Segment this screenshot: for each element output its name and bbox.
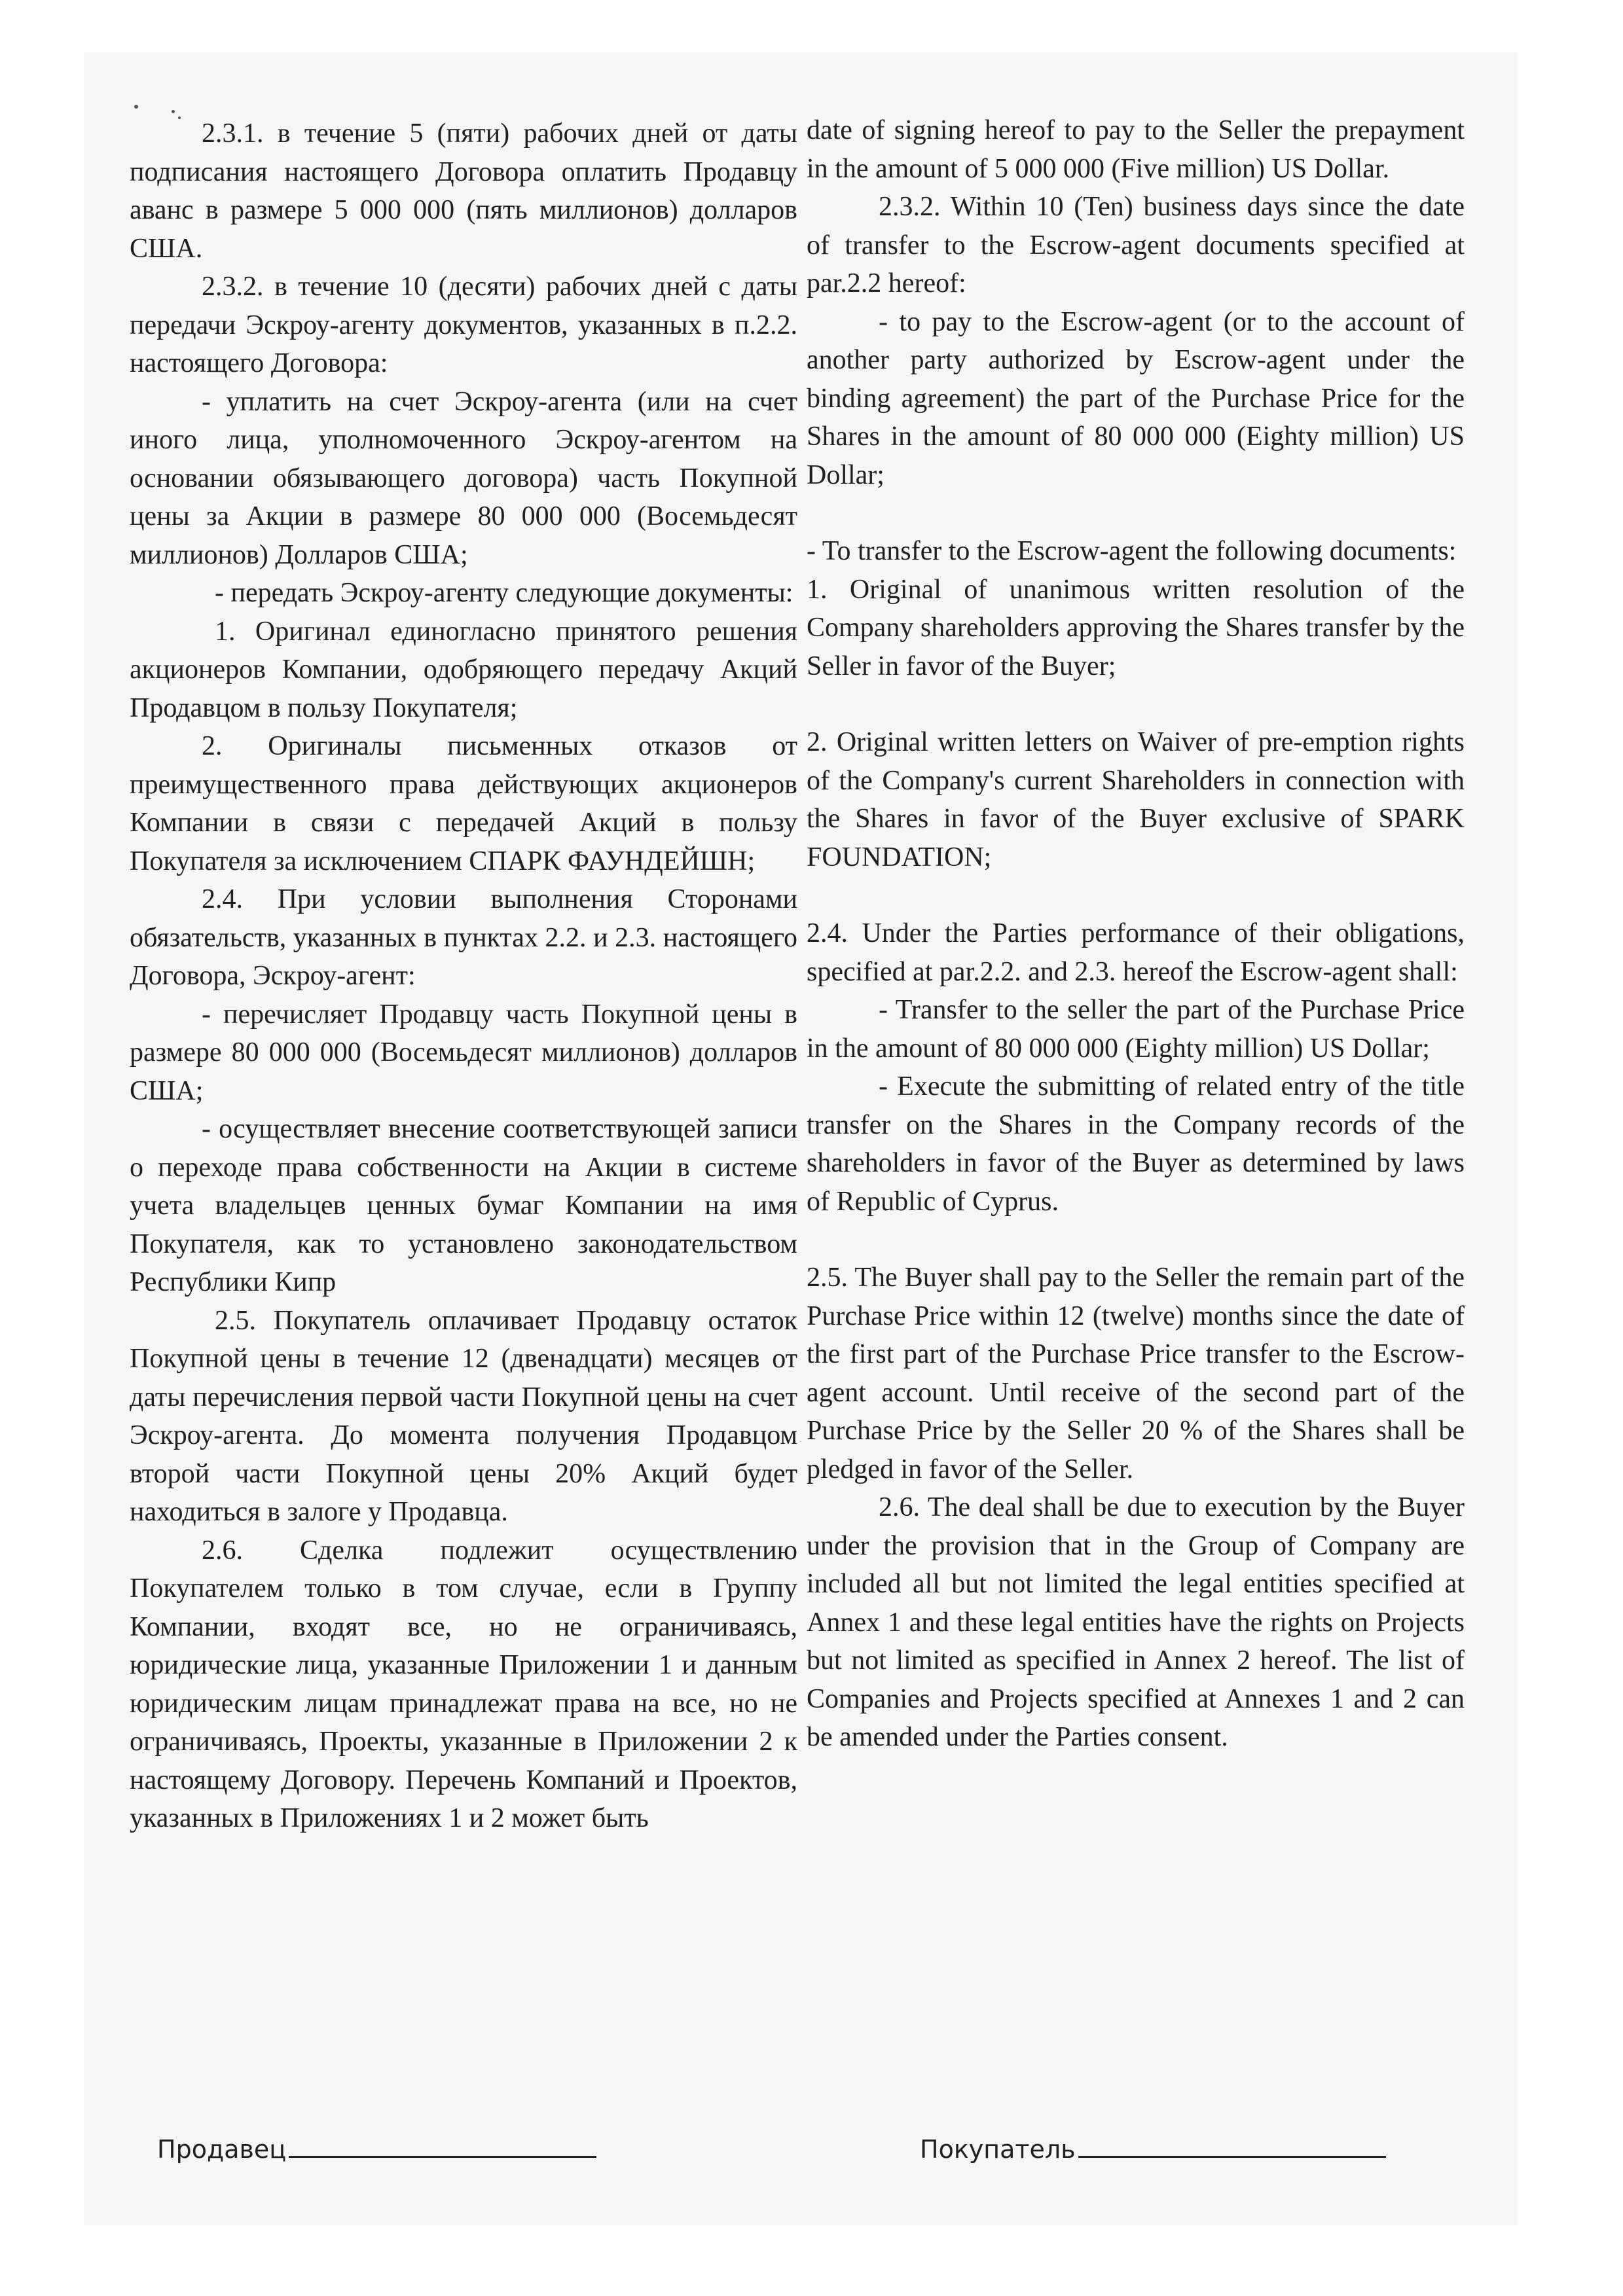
en-clause-title-entry: - Execute the submitting of related entry of the title transfer on the Shares in the Company records of the shareholders in favor of the Buyer as determined by laws of Republic of Cyprus.: [807, 1071, 1465, 1217]
ru-clause-transfer-documents: - передать Эскроу-агенту следующие документы:: [215, 578, 793, 608]
spacer: [807, 494, 1465, 532]
ru-clause-title-entry: - осуществляет внесение соответствующей записи о переходе права собственности на Акции в системе учета владельцев ценных бумаг Компании на имя Покупателя, как то установлено законодательством Республики Кипр: [130, 1114, 797, 1297]
en-clause-2-3-2: 2.3.2. Within 10 (Ten) business days since the date of transfer to the Escrow-agent documents specified at par.2.2 hereof:: [807, 192, 1465, 298]
en-clause-transfer-price: - Transfer to the seller the part of the Purchase Price in the amount of 80 000 000 (Eighty million) US Dollar;: [807, 995, 1465, 1064]
ru-clause-payment-escrow: - уплатить на счет Эскроу-агента (или на счет иного лица, уполномоченного Эскроу-агентом на основании обязывающего договора) часть Покупной цены за Акции в размере 80 000 000 (Восемьдесят миллионов) Долларов США;: [130, 386, 797, 570]
ru-clause-2-4: 2.4. При условии выполнения Сторонами обязательств, указанных в пунктах 2.2. и 2.3. настоящего Договора, Эскроу-агент:: [130, 884, 797, 991]
ru-clause-2-3-2: 2.3.2. в течение 10 (десяти) рабочих дней с даты передачи Эскроу-агенту документов, указанных в п.2.2. настоящего Договора:: [130, 272, 797, 378]
en-clause-2-3-1-continued: date of signing hereof to pay to the Seller the prepayment in the amount of 5 000 000 (Five million) US Dollar.: [807, 115, 1465, 184]
seller-signature-line: [289, 2136, 596, 2158]
seller-label: Продавец: [157, 2135, 287, 2164]
en-item-2: 2. Original written letters on Waiver of pre-emption rights of the Company's current Shareholders in connection with the Shares in favor of the Buyer exclusive of SPARK FOUNDATION;: [807, 727, 1465, 872]
seller-signature: [157, 2135, 596, 2164]
en-clause-2-5: 2.5. The Buyer shall pay to the Seller the remain part of the Purchase Price within 12 (twelve) months since the date of the first part of the Purchase Price transfer to the Escrow-agent account. Until receive of the second part of the Purchase Price by the Seller 20 % of the Shares shall be pledged in favor of the Seller.: [807, 1263, 1465, 1484]
buyer-signature-line: [1078, 2136, 1386, 2158]
buyer-signature: [920, 2135, 1386, 2164]
spacer: [807, 685, 1465, 723]
spacer: [807, 1221, 1465, 1259]
ru-item-1: 1. Оригинал единогласно принятого решения акционеров Компании, одобряющего передачу Акций Продавцом в пользу Покупателя;: [130, 616, 797, 723]
spacer: [807, 876, 1465, 914]
ru-clause-transfer-price: - перечисляет Продавцу часть Покупной цены в размере 80 000 000 (Восемьдесят миллионов) долларов США;: [130, 999, 797, 1106]
scan-speck: [134, 105, 138, 109]
en-clause-transfer-documents: - To transfer to the Escrow-agent the following documents:: [807, 536, 1457, 566]
en-clause-2-4: 2.4. Under the Parties performance of their obligations, specified at par.2.2. and 2.3. hereof the Escrow-agent shall:: [807, 918, 1465, 987]
ru-clause-2-5: 2.5. Покупатель оплачивает Продавцу остаток Покупной цены в течение 12 (двенадцати) месяцев от даты перечисления первой части Покупной цены на счет Эскроу-агента. До момента получения Продавцом второй части Покупной цены 20% Акций будет находиться в залоге у Продавца.: [130, 1305, 797, 1527]
russian-column: [130, 115, 797, 1838]
ru-clause-2-6: 2.6. Сделка подлежит осуществлению Покупателем только в том случае, если в Группу Компании, входят все, но не ограничиваясь, юридические лица, указанные Приложении 1 и данным юридическим лицам принадлежат права на все, но не ограничиваясь, Проекты, указанные в Приложении 2 к настоящему Договору. Перечень Компаний и Проектов, указанных в Приложениях 1 и 2 может быть: [130, 1535, 797, 1833]
ru-clause-2-3-1: 2.3.1. в течение 5 (пяти) рабочих дней от даты подписания настоящего Договора оплатить Продавцу аванс в размере 5 000 000 (пять миллионов) долларов США.: [130, 118, 797, 264]
english-column: [807, 111, 1465, 1757]
buyer-label: Покупатель: [920, 2135, 1076, 2164]
en-item-1: 1. Original of unanimous written resolution of the Company shareholders approving the Shares transfer by the Seller in favor of the Buyer;: [807, 574, 1465, 681]
en-clause-payment-escrow: - to pay to the Escrow-agent (or to the account of another party authorized by Escrow-agent under the binding agreement) the part of the Purchase Price for the Shares in the amount of 80 000 000 (Eighty million) US Dollar;: [807, 306, 1465, 490]
en-clause-2-6: 2.6. The deal shall be due to execution by the Buyer under the provision that in the Group of Company are included all but not limited the legal entities specified at Annex 1 and these legal entities have the rights on Projects but not limited as specified in Annex 2 hereof. The list of Companies and Projects specified at Annexes 1 and 2 can be amended under the Parties consent.: [807, 1492, 1465, 1752]
scan-speck: [172, 110, 175, 113]
ru-item-2: 2. Оригиналы письменных отказов от преимущественного права действующих акционеров Компании в связи с передачей Акций в пользу Покупателя за исключением СПАРК ФАУНДЕЙШН;: [130, 731, 797, 876]
